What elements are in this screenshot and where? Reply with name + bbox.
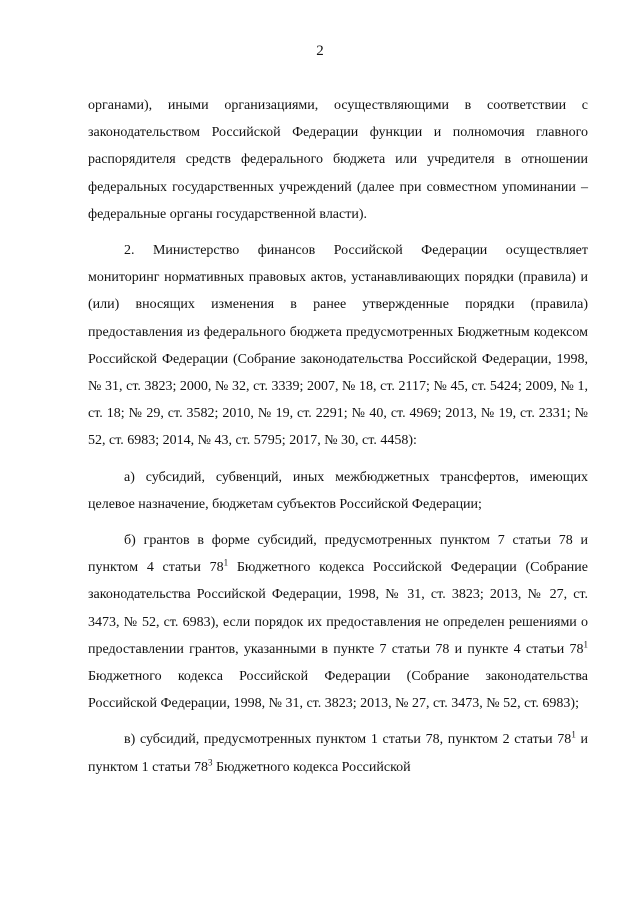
paragraph-text-segment: Бюджетного кодекса Российской Федерации (Собрание законодательства Российской Федерации, 1998, № 31, ст. 3823; 2013, № 27, ст. 3473, № 52, ст. 6983), если порядок их предоставления не определен решениями о предоставлении грантов, указанными в пункте 7 статьи 78 и пункте 4 статьи 78 bbox=[88, 560, 588, 657]
paragraph-p4 bbox=[88, 527, 588, 717]
superscript-article-index: 1 bbox=[571, 729, 576, 740]
paragraph-p2: 2. Министерство финансов Российской Федерации осуществляет мониторинг нормативных правовых актов, устанавливающих порядки (правила) и (или) вносящих изменения в ранее утвержденные порядки (правила) предоставления из федерального бюджета предусмотренных Бюджетным кодексом Российской Федерации (Собрание законодательства Российской Федерации, 1998, № 31, ст. 3823; 2000, № 32, ст. 3339; 2007, № 18, ст. 2117; № 45, ст. 5424; 2009, № 1, ст. 18; № 29, ст. 3582; 2010, № 19, ст. 2291; № 40, ст. 4969; 2013, № 19, ст. 2331; № 52, ст. 6983; 2014, № 43, ст. 5795; 2017, № 30, ст. 4458): bbox=[88, 243, 588, 449]
superscript-article-index: 1 bbox=[223, 557, 229, 568]
paragraph-p1: органами), иными организациями, осуществляющими в соответствии с законодательством Российской Федерации функции и полномочия главного распорядителя средств федерального бюджета или учредителя в отношении федеральных государственных учреждений (далее при совместном упоминании – федеральные органы государственной власти). bbox=[88, 98, 588, 222]
paragraph-text-segment: Бюджетного кодекса Российской bbox=[212, 759, 411, 775]
superscript-article-index: 1 bbox=[583, 639, 588, 650]
paragraph-text-segment: Бюджетного кодекса Российской Федерации (Собрание законодательства Российской Федерации, 1998, № 31, ст. 3823; 2013, № 27, ст. 3473, № 52, ст. 6983); bbox=[88, 669, 588, 712]
paragraph-p3: а) субсидий, субвенций, иных межбюджетных трансфертов, имеющих целевое назначение, бюджетам субъектов Российской Федерации; bbox=[88, 469, 588, 512]
document-body bbox=[88, 92, 588, 790]
paragraph-text-segment: б) грантов в форме субсидий, предусмотренных пунктом 7 статьи 78 и пунктом 4 статьи 78 bbox=[88, 533, 588, 576]
page-number: 2 bbox=[316, 43, 324, 59]
paragraph-p5 bbox=[88, 726, 588, 780]
superscript-article-index: 3 bbox=[207, 757, 213, 768]
paragraph-text-segment: и пунктом 1 статьи 78 bbox=[88, 732, 588, 775]
paragraph-text-segment: в) субсидий, предусмотренных пунктом 1 статьи 78, пунктом 2 статьи 78 bbox=[124, 732, 572, 748]
